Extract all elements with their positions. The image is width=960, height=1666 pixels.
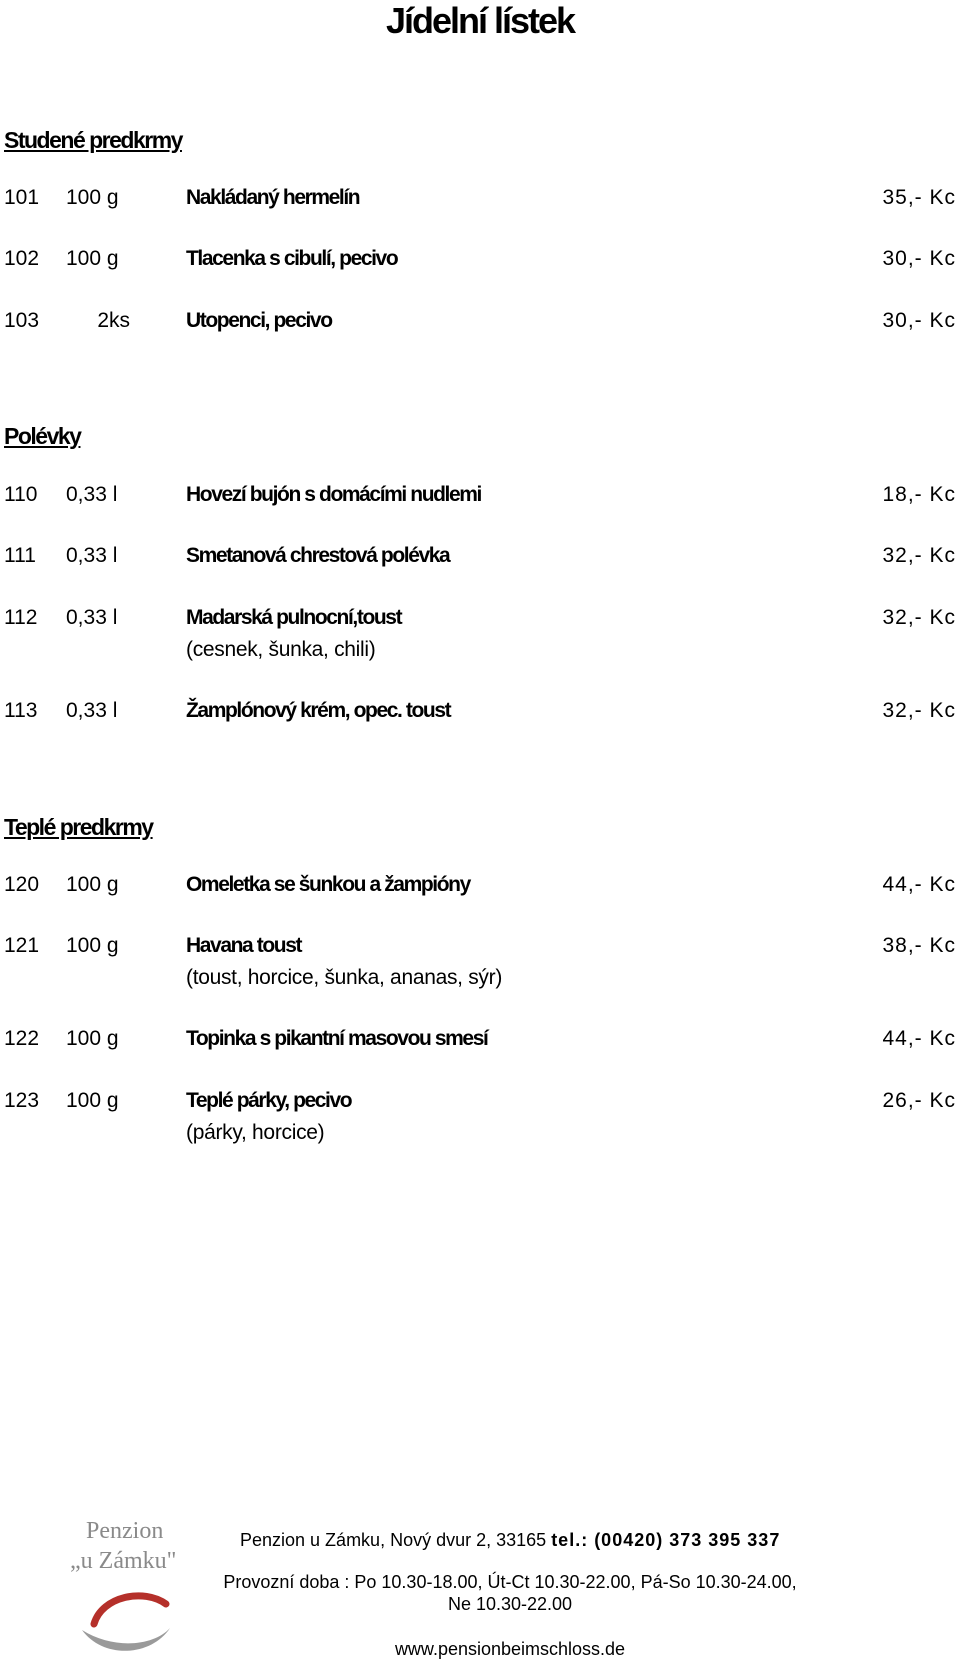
item-name: Omeletka se šunkou a žampióny — [186, 873, 470, 896]
item-quantity: 0,33 l — [66, 606, 118, 629]
item-number: 122 — [4, 1027, 40, 1050]
item-price: 32,- Kc — [882, 699, 956, 722]
footer-address: Penzion u Zámku, Nový dvur 2, 33165 — [240, 1530, 547, 1550]
menu-item — [0, 1025, 960, 1075]
menu-item — [0, 871, 960, 921]
logo-swirl-icon — [74, 1578, 184, 1658]
item-number: 102 — [4, 247, 40, 270]
item-name: Havana toust — [186, 934, 302, 957]
item-quantity: 100 g — [66, 873, 119, 896]
section-heading: Teplé predkrmy — [4, 814, 153, 840]
item-number: 103 — [4, 309, 40, 332]
item-quantity: 0,33 l — [66, 544, 118, 567]
menu-item — [0, 932, 960, 1002]
menu-title: Jídelní lístek — [385, 0, 575, 41]
logo-text-u-zamku: „u Zámku" — [70, 1548, 177, 1574]
menu-item — [0, 481, 960, 531]
item-price: 30,- Kc — [882, 247, 956, 270]
item-name: Topinka s pikantní masovou smesí — [186, 1027, 488, 1050]
item-description: (párky, horcice) — [186, 1121, 325, 1144]
menu-item — [0, 604, 960, 674]
item-number: 121 — [4, 934, 40, 957]
item-price: 26,- Kc — [882, 1089, 956, 1112]
footer-hours-line-2: Ne 10.30-22.00 — [447, 1594, 573, 1614]
menu-item — [0, 542, 960, 592]
menu-item — [0, 184, 960, 234]
item-number: 101 — [4, 186, 40, 209]
item-price: 35,- Kc — [882, 186, 956, 209]
item-name: Teplé párky, pecivo — [186, 1089, 352, 1112]
menu-item — [0, 697, 960, 747]
item-price: 18,- Kc — [882, 483, 956, 506]
item-description: (cesnek, šunka, chili) — [186, 638, 376, 661]
item-name: Tlacenka s cibulí, pecivo — [186, 247, 398, 270]
logo-text-penzion: Penzion — [86, 1518, 164, 1544]
item-number: 110 — [4, 483, 38, 506]
item-quantity: 100 g — [66, 1089, 119, 1112]
menu-item — [0, 1087, 960, 1157]
item-quantity: 100 g — [66, 1027, 119, 1050]
item-name: Hovezí bujón s domácími nudlemi — [186, 483, 481, 506]
item-number: 111 — [4, 544, 36, 567]
item-price: 38,- Kc — [882, 934, 956, 957]
item-name: Nakládaný hermelín — [186, 186, 360, 209]
item-number: 123 — [4, 1089, 40, 1112]
item-quantity: 0,33 l — [66, 699, 118, 722]
footer-hours-line-1: Provozní doba : Po 10.30-18.00, Út-Ct 10.30-22.00, Pá-So 10.30-24.00, — [223, 1572, 797, 1592]
item-price: 30,- Kc — [882, 309, 956, 332]
section-heading: Polévky — [4, 423, 81, 449]
item-name: Žamplónový krém, opec. toust — [186, 699, 451, 722]
item-number: 120 — [4, 873, 40, 896]
item-quantity: 100 g — [66, 186, 119, 209]
item-quantity: 2ks — [97, 309, 130, 332]
item-price: 44,- Kc — [882, 873, 956, 896]
section-heading: Studené predkrmy — [4, 127, 182, 153]
item-quantity: 100 g — [66, 247, 119, 270]
penzion-logo — [64, 1518, 194, 1658]
footer-website-link[interactable]: www.pensionbeimschloss.de — [394, 1639, 626, 1659]
item-name: Madarská pulnocní,toust — [186, 606, 402, 629]
item-name: Smetanová chrestová polévka — [186, 544, 450, 567]
footer-phone: tel.: (00420) 373 395 337 — [551, 1530, 781, 1550]
menu-item — [0, 245, 960, 295]
item-price: 32,- Kc — [882, 544, 956, 567]
item-price: 32,- Kc — [882, 606, 956, 629]
menu-item — [0, 307, 960, 357]
item-quantity: 100 g — [66, 934, 119, 957]
item-number: 113 — [4, 699, 38, 722]
item-number: 112 — [4, 606, 38, 629]
footer-address-line — [240, 1529, 780, 1551]
item-quantity: 0,33 l — [66, 483, 118, 506]
item-description: (toust, horcice, šunka, ananas, sýr) — [186, 966, 503, 989]
item-price: 44,- Kc — [882, 1027, 956, 1050]
item-name: Utopenci, pecivo — [186, 309, 332, 332]
